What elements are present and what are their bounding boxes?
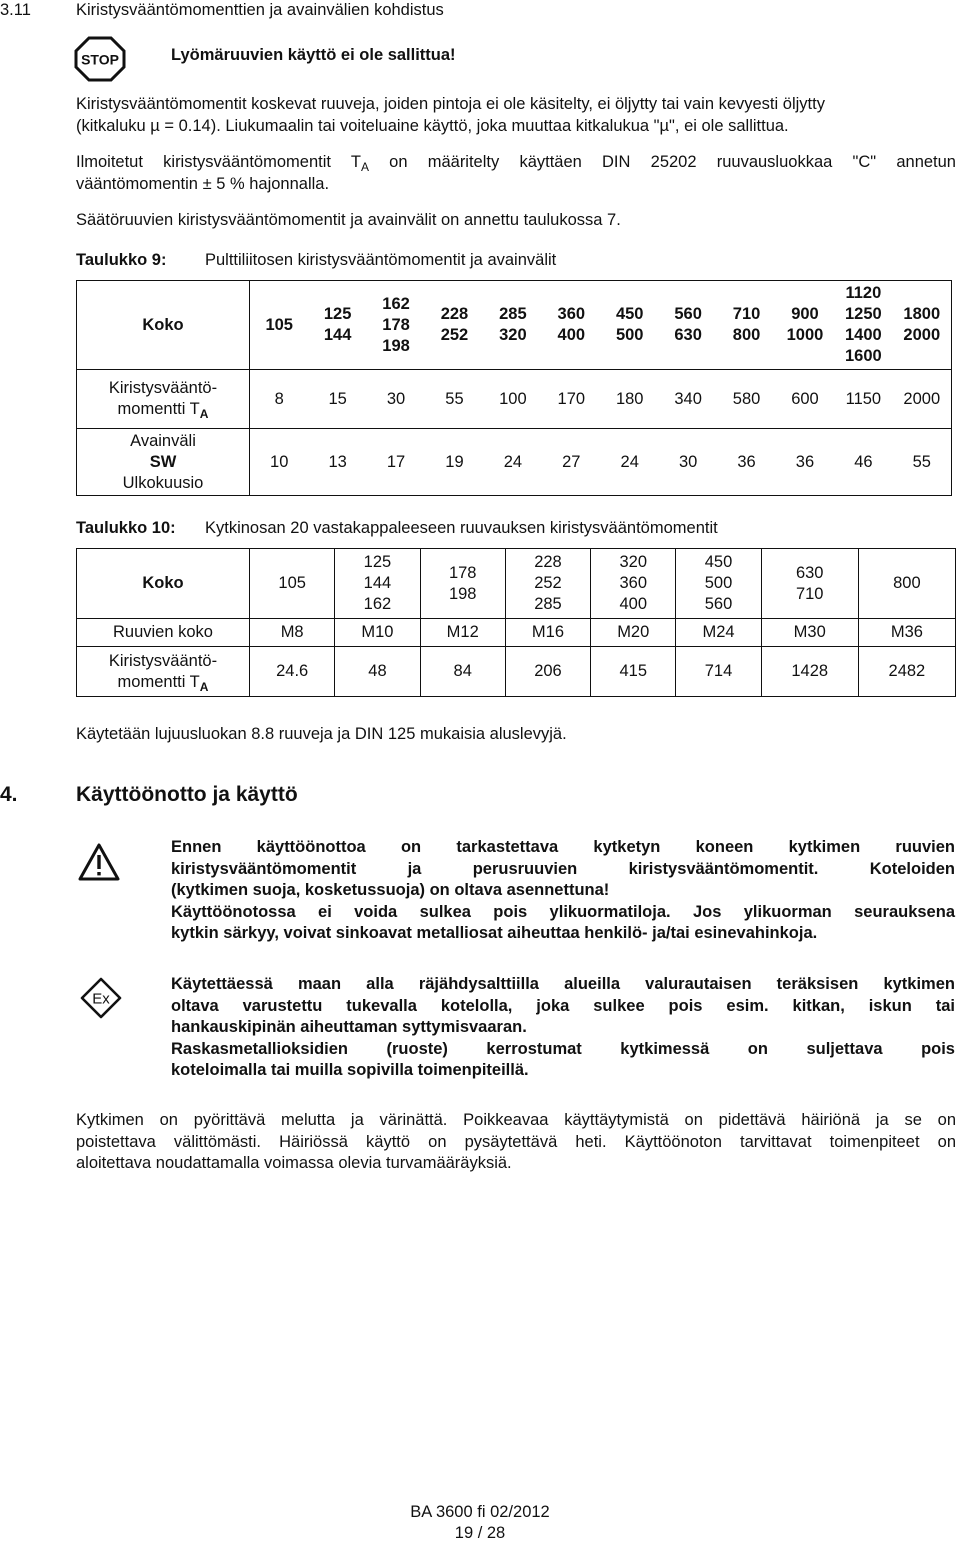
warning-triangle-icon bbox=[78, 843, 120, 881]
svg-text:Ex: Ex bbox=[92, 990, 110, 1008]
ex-line: koteloimalla tai muilla sopivilla toimenpiteillä. bbox=[171, 1061, 529, 1080]
table9-torque-cell: 170 bbox=[557, 389, 586, 408]
table10-size-cell: 320 360 400 bbox=[591, 549, 676, 619]
table10-screw-cell: M12 bbox=[420, 619, 505, 647]
footer-doc-id: BA 3600 fi 02/2012 bbox=[410, 1503, 550, 1521]
table9-size-cell: 1120 1250 1400 1600 bbox=[845, 284, 882, 365]
warning-line: kytkin särkyy, voivat sinkoavat metalliosat aiheuttaa henkilö- ja/tai esinevahinkoja. bbox=[171, 924, 818, 943]
section-title: Kiristysvääntömomenttien ja avainvälien kohdistus bbox=[76, 1, 444, 19]
warning-line: kiristysvääntömomentit ja perusruuvien kiristysvääntömomentit. Koteloiden bbox=[171, 859, 955, 878]
table10-screw-cell: M10 bbox=[335, 619, 420, 647]
table9-size-cell: 125 144 bbox=[323, 305, 352, 344]
ex-line: hankauskipinän aiheuttaman syttymisvaaran. bbox=[171, 1018, 527, 1037]
chapter-number: 4. bbox=[0, 783, 18, 806]
table10-screw-header: Ruuvien koko bbox=[77, 619, 250, 647]
table10-size-header: Koko bbox=[77, 549, 250, 619]
table9-wrench-cell: 30 bbox=[678, 452, 698, 471]
operation-text bbox=[76, 1110, 956, 1175]
table10-torque-cell: 1428 bbox=[761, 647, 858, 697]
table9-torque-cell: 340 bbox=[674, 389, 702, 408]
warning-text bbox=[171, 837, 955, 945]
table9-wrench-cell: 24 bbox=[620, 452, 639, 471]
table9-size-cell: 228 252 bbox=[440, 305, 469, 344]
table9-size-cell: 360 400 bbox=[557, 305, 586, 344]
table10-size-cell: 450 500 560 bbox=[676, 549, 761, 619]
table9-caption-text: Pulttiliitosen kiristysvääntömomentit ja avainvälit bbox=[205, 251, 557, 269]
table9-wrench-cell: 46 bbox=[854, 452, 873, 471]
table9-wrench-cell: 36 bbox=[737, 452, 756, 471]
table10-torque-cell: 48 bbox=[335, 647, 420, 697]
intro-p3: Säätöruuvien kiristysvääntömomentit ja avainvälit on annettu taulukossa 7. bbox=[76, 211, 621, 229]
table9-size-cell: 105 bbox=[265, 315, 293, 334]
table10-torque-cell: 24.6 bbox=[250, 647, 335, 697]
intro-p1-line1: Kiristysvääntömomentit koskevat ruuveja, joiden pintoja ei ole käsitelty, ei öljytty tai vain kevyesti öljytty bbox=[76, 95, 825, 113]
table9-caption-label: Taulukko 9: bbox=[76, 251, 167, 269]
table9-wrench-cell: 19 bbox=[445, 452, 464, 471]
warning-line: (kytkimen suoja, kosketussuoja) on oltava asennettuna! bbox=[171, 881, 610, 900]
table10-caption-text: Kytkinosan 20 vastakappaleeseen ruuvauksen kiristysvääntömomentit bbox=[205, 519, 718, 537]
table10-size-cell: 800 bbox=[858, 549, 955, 619]
table9-torque-cell: 15 bbox=[328, 389, 347, 408]
table10 bbox=[76, 548, 956, 697]
warning-line: Ennen käyttöönottoa on tarkastettava kytketyn koneen kytkimen ruuvien bbox=[171, 838, 955, 856]
stop-notice-text: Lyömäruuvien käyttö ei ole sallittua! bbox=[171, 46, 456, 64]
table10-screw-cell: M30 bbox=[761, 619, 858, 647]
table9-wrench-cell: 24 bbox=[503, 452, 523, 471]
table9-size-cell: 710 800 bbox=[732, 305, 761, 344]
section-number: 3.11 bbox=[0, 1, 31, 19]
table9-size-cell: 900 1000 bbox=[786, 305, 824, 344]
table10-size-cell: 178 198 bbox=[420, 549, 505, 619]
ex-text bbox=[171, 974, 955, 1082]
table9-wrench-cell: 13 bbox=[328, 452, 347, 471]
table10-torque-header: Kiristysvääntö- momentti $T_A$ bbox=[77, 647, 250, 697]
table9-wrench-cell: 10 bbox=[270, 452, 289, 471]
table9-size-cell: 450 500 bbox=[615, 305, 644, 344]
operation-line: Kytkimen on pyörittävä melutta ja värinättä. Poikkeavaa käyttäytymistä on pidettävä häiriönä ja se on bbox=[76, 1111, 956, 1129]
table9-wrench-cell: 55 bbox=[912, 452, 931, 471]
table10-screw-cell: M24 bbox=[676, 619, 761, 647]
svg-text:STOP: STOP bbox=[81, 51, 119, 68]
chapter-title: Käyttöönotto ja käyttö bbox=[76, 783, 298, 806]
table9-size-row bbox=[250, 281, 952, 370]
table9-size-cell: 560 630 bbox=[674, 305, 702, 344]
table10-screw-cell: M16 bbox=[505, 619, 590, 647]
table9-size-cell: 285 320 bbox=[499, 305, 527, 344]
table9-wrench-cell: 17 bbox=[386, 452, 406, 471]
table9-wrench-cell: 36 bbox=[795, 452, 815, 471]
table10-torque-cell: 84 bbox=[420, 647, 505, 697]
ex-hazard-icon bbox=[80, 977, 122, 1019]
table9-torque-cell: 580 bbox=[732, 389, 761, 408]
ex-line: Käytettäessä maan alla räjähdysalttiilla alueilla valurautaisen teräksisen kytkimen bbox=[171, 975, 955, 993]
table10-size-cell: 630 710 bbox=[761, 549, 858, 619]
table10-torque-cell: 206 bbox=[505, 647, 590, 697]
table9-wrench-header: Avainväli SW Ulkokuusio bbox=[77, 429, 250, 496]
operation-line: poistettava välittömästi. Häiriössä käyttö on pysäytettävä heti. Käyttöönoton tarvittavat toimenpiteet on bbox=[76, 1132, 956, 1151]
table9-torque-cell: 1150 bbox=[845, 389, 882, 408]
table9-torque-cell: 100 bbox=[499, 389, 527, 408]
ex-line: oltava varustettu tukevalla kotelolla, joka sulkee pois esim. kitkan, iskun tai bbox=[171, 996, 955, 1015]
table9-torque-cell: 8 bbox=[274, 389, 284, 408]
warning-line: Käyttöönotossa ei voida sulkea pois ylikuormatiloja. Jos ylikuorman seurauksena bbox=[171, 902, 955, 921]
table10-note: Käytetään lujuusluokan 8.8 ruuveja ja DIN 125 mukaisia aluslevyjä. bbox=[76, 725, 567, 743]
table9-wrench-cell: 27 bbox=[562, 452, 581, 471]
table10-size-cell: 228 252 285 bbox=[505, 549, 590, 619]
intro-p2-line2: vääntömomentin ± 5 % hajonnalla. bbox=[76, 175, 330, 193]
table10-screw-cell: M20 bbox=[591, 619, 676, 647]
table9-torque-cell: 2000 bbox=[903, 389, 941, 408]
table10-torque-cell: 2482 bbox=[858, 647, 955, 697]
table10-torque-cell: 415 bbox=[591, 647, 676, 697]
stop-sign-icon bbox=[74, 36, 126, 82]
table9-torque-cell: 180 bbox=[615, 389, 644, 408]
table9-torque-row bbox=[250, 370, 952, 429]
table9-size-cell: 1800 2000 bbox=[903, 305, 941, 344]
table9-size-cell: 162 178 198 bbox=[382, 294, 410, 355]
table9-torque-cell: 30 bbox=[386, 389, 406, 408]
table9-torque-cell: 55 bbox=[445, 389, 464, 408]
footer-page: 19 / 28 bbox=[454, 1524, 506, 1542]
intro-p1-line2: (kitkaluku µ = 0.14). Liukumaalin tai voiteluaine käyttö, joka muuttaa kitkalukua "µ", ei ole sallittua. bbox=[76, 117, 789, 135]
intro-p2-line1: Ilmoitetut kiristysvääntömomentit $T_A$ on määritelty käyttäen DIN 25202 ruuvausluokkaa "C" annetun bbox=[76, 153, 956, 174]
table9-wrench-row bbox=[250, 429, 952, 496]
operation-line: aloitettava noudattamalla voimassa olevia turvamääräyksiä. bbox=[76, 1154, 512, 1173]
table10-screw-cell: M36 bbox=[858, 619, 955, 647]
table10-size-cell: 125 144 162 bbox=[335, 549, 420, 619]
table10-screw-cell: M8 bbox=[250, 619, 335, 647]
ex-line: Raskasmetallioksidien (ruoste) kerrostumat kytkimessä on suljettava pois bbox=[171, 1039, 955, 1058]
table10-size-cell: 105 bbox=[250, 549, 335, 619]
table9-torque-header: Kiristysvääntö- momentti $T_A$ bbox=[77, 370, 250, 429]
table10-caption-label: Taulukko 10: bbox=[76, 519, 176, 537]
table9-size-header: Koko bbox=[77, 281, 250, 370]
table10-torque-cell: 714 bbox=[676, 647, 761, 697]
table9-torque-cell: 600 bbox=[791, 389, 819, 408]
table9 bbox=[76, 280, 952, 496]
